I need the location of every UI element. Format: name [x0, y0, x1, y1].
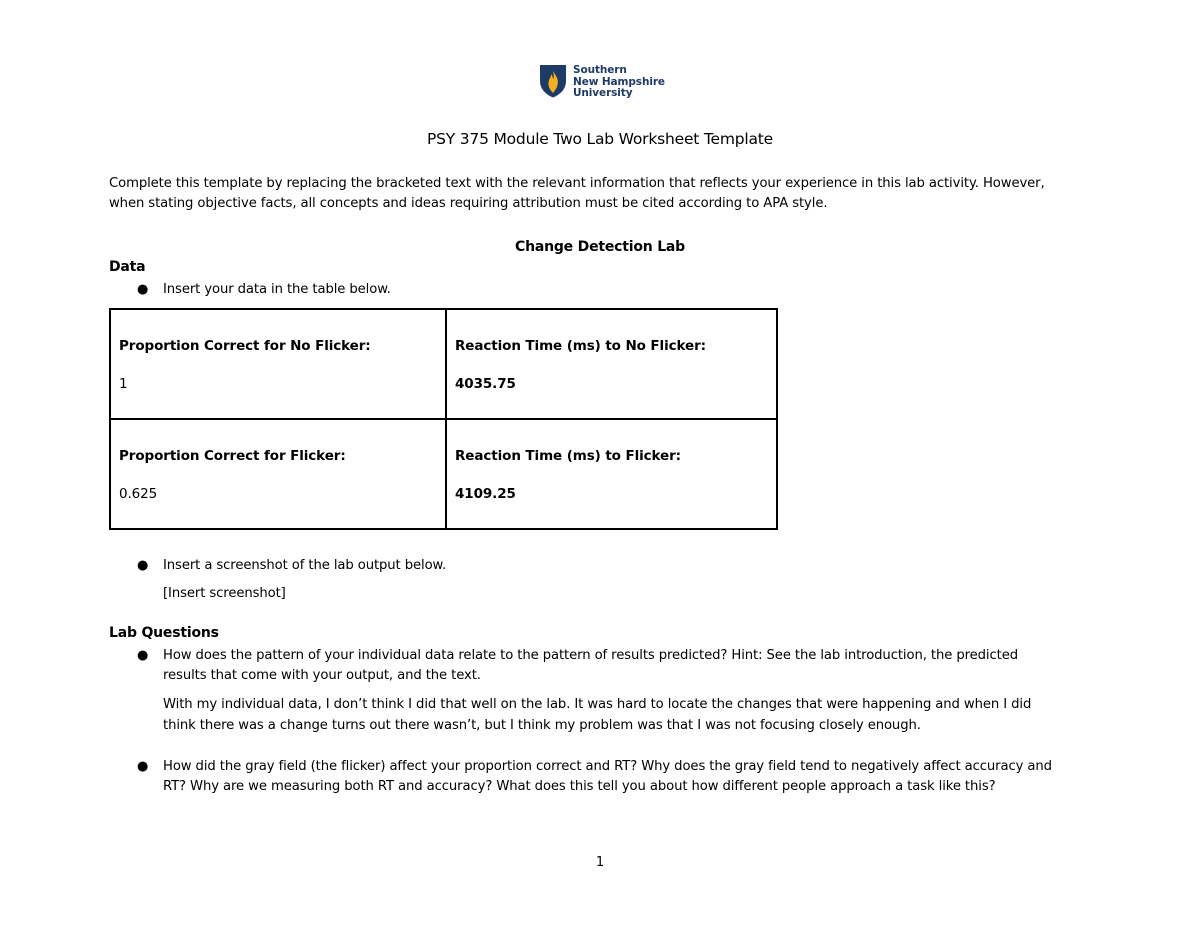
intro-line-2: when stating objective facts, all concepts and ideas requiring attribution must be cited according to APA style.: [109, 196, 828, 211]
answer-1-line-2[interactable]: think there was a change turns out there wasn’t, but I think my problem was that I was not focusing closely enough.: [163, 718, 921, 733]
question-1-line-2: results that come with your output, and the text.: [163, 668, 481, 683]
intro-paragraph: [109, 174, 1099, 214]
lab-questions-heading: Lab Questions: [109, 625, 219, 641]
cell-label: Reaction Time (ms) to No Flicker:: [455, 338, 706, 354]
page-number: 1: [595, 855, 605, 870]
data-table: [109, 308, 778, 530]
table-cell[interactable]: [110, 419, 446, 529]
lab-title: Change Detection Lab: [515, 239, 685, 255]
data-bullet-1-text: Insert your data in the table below.: [163, 282, 391, 297]
bullet-icon: ●: [137, 648, 149, 663]
logo-line-3: University: [573, 87, 633, 99]
cell-value: 0.625: [119, 486, 158, 502]
data-heading: Data: [109, 259, 146, 275]
table-cell[interactable]: [446, 309, 777, 419]
bullet-icon: ●: [137, 759, 149, 774]
screenshot-placeholder[interactable]: [Insert screenshot]: [163, 586, 286, 601]
bullet-icon: ●: [137, 282, 149, 297]
question-1-line-1: How does the pattern of your individual data relate to the pattern of results predicted? Hint: See the lab introduction, the predicted: [163, 648, 1018, 663]
cell-label: Proportion Correct for No Flicker:: [119, 338, 371, 354]
cell-label: Reaction Time (ms) to Flicker:: [455, 448, 681, 464]
question-2-line-1: How did the gray field (the flicker) affect your proportion correct and RT? Why does the gray field tend to negatively affect accuracy and: [163, 759, 1052, 774]
intro-line-1: Complete this template by replacing the bracketed text with the relevant information that reflects your experience in this lab activity. However,: [109, 176, 1045, 191]
cell-value: 4109.25: [455, 486, 516, 502]
answer-1-line-1[interactable]: With my individual data, I don’t think I did that well on the lab. It was hard to locate the changes that were happening and when I did: [163, 697, 1032, 712]
logo-line-2: New Hampshire: [573, 75, 665, 88]
table-cell[interactable]: [110, 309, 446, 419]
table-row: [110, 309, 777, 419]
table-row: [110, 419, 777, 529]
table-cell[interactable]: [446, 419, 777, 529]
shield-flame-icon: [539, 64, 567, 98]
question-2-line-2: RT? Why are we measuring both RT and accuracy? What does this tell you about how different people approach a task like this?: [163, 779, 996, 794]
cell-label: Proportion Correct for Flicker:: [119, 448, 346, 464]
bullet-icon: ●: [137, 558, 149, 573]
cell-value: 1: [119, 376, 128, 392]
university-logo: [539, 64, 665, 100]
data-bullet-2-text: Insert a screenshot of the lab output below.: [163, 558, 447, 573]
logo-line-1: Southern: [573, 64, 627, 76]
cell-value: 4035.75: [455, 376, 516, 392]
document-title: PSY 375 Module Two Lab Worksheet Template: [426, 130, 774, 148]
